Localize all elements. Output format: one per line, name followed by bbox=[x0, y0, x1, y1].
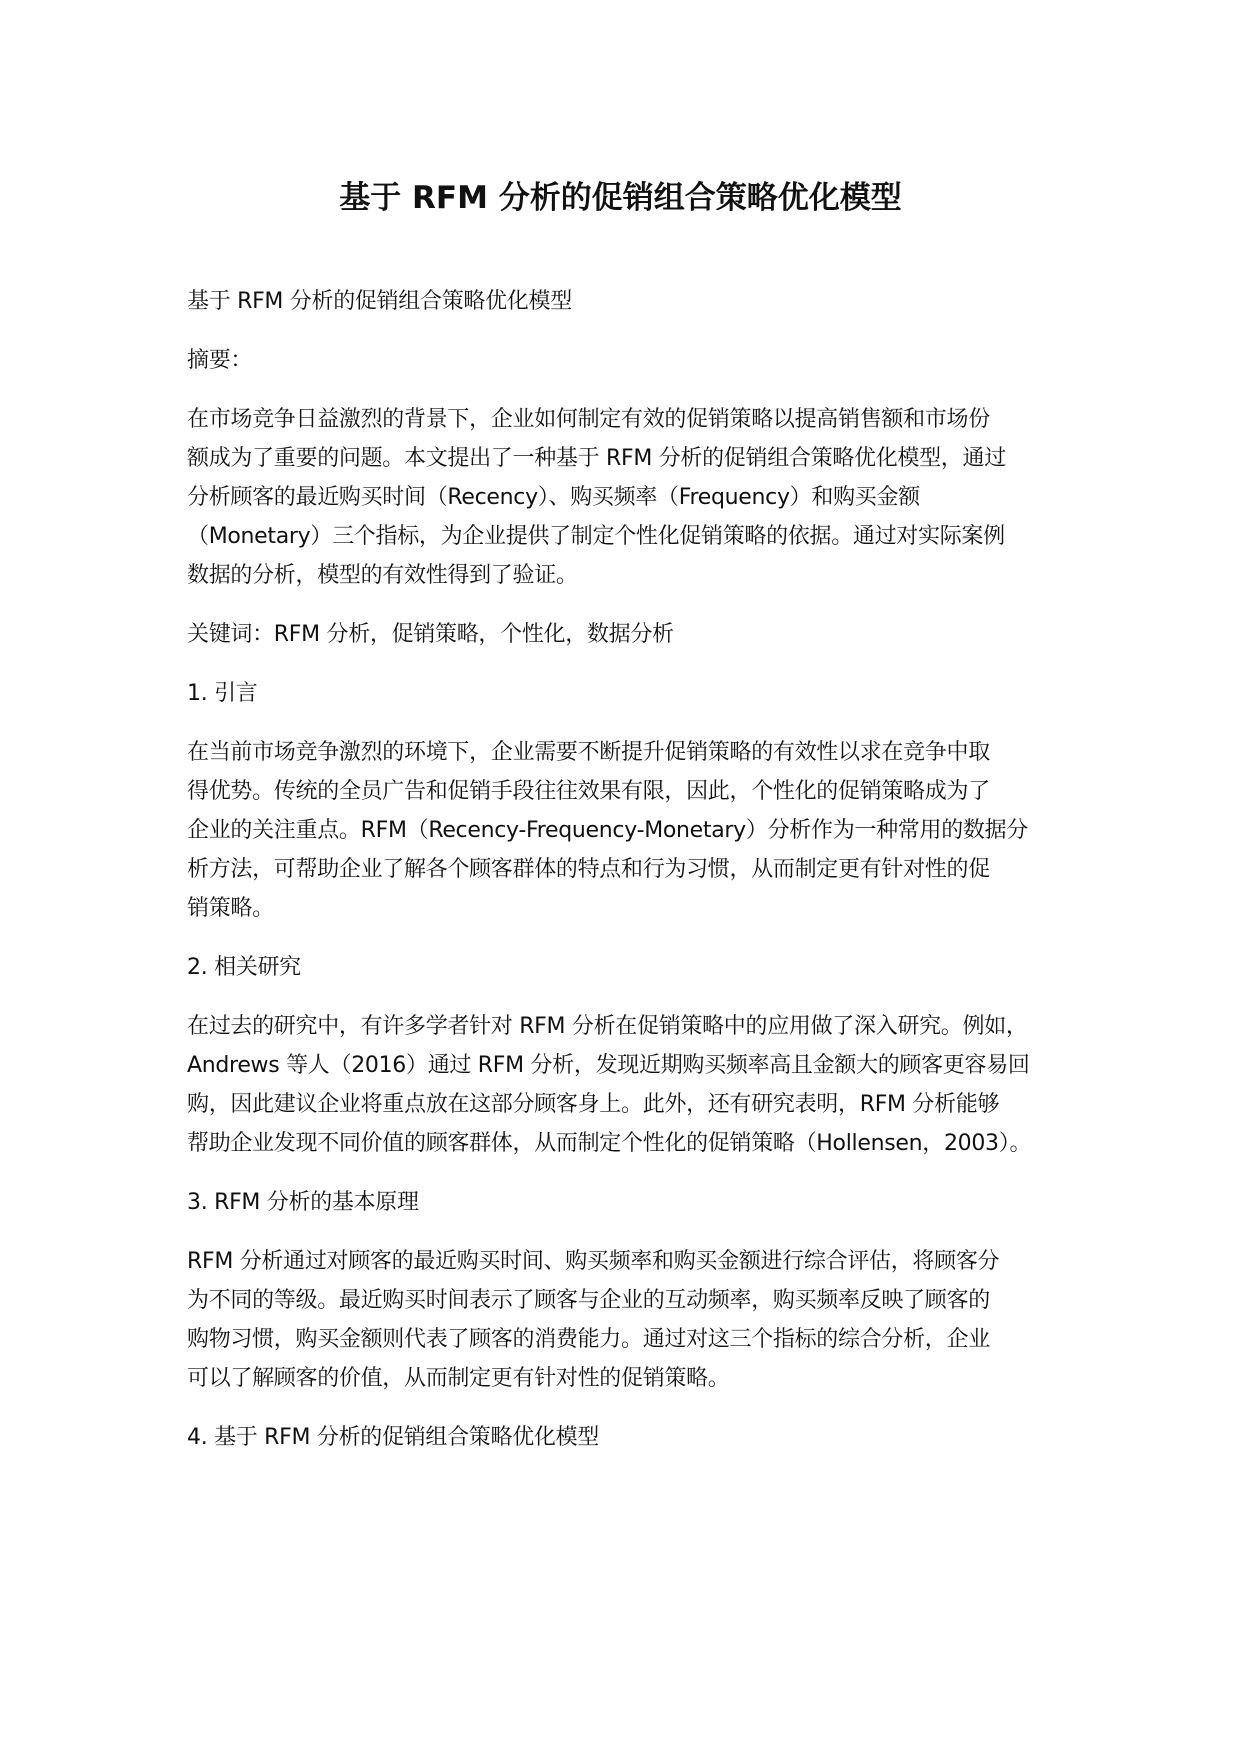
paragraph-line: 可以了解顾客的价值，从而制定更有针对性的促销策略。 bbox=[187, 1366, 730, 1391]
paragraph-line: 为不同的等级。最近购买时间表示了顾客与企业的互动频率，购买频率反映了顾客的 bbox=[187, 1288, 990, 1313]
abstract-line: 在市场竞争日益激烈的背景下，企业如何制定有效的促销策略以提高销售额和市场份 bbox=[187, 407, 990, 432]
paragraph-line: 在当前市场竞争激烈的环境下，企业需要不断提升促销策略的有效性以求在竞争中取 bbox=[187, 740, 990, 765]
keywords: 关键词：RFM 分析，促销策略，个性化，数据分析 bbox=[187, 622, 674, 647]
document-subtitle: 基于 RFM 分析的促销组合策略优化模型 bbox=[187, 289, 572, 314]
abstract-paragraph bbox=[187, 400, 1087, 595]
document-title: 基于 RFM 分析的促销组合策略优化模型 bbox=[339, 180, 902, 216]
abstract-line: （Monetary）三个指标，为企业提供了制定个性化促销策略的依据。通过对实际案例 bbox=[187, 524, 1005, 549]
abstract-line: 额成为了重要的问题。本文提出了一种基于 RFM 分析的促销组合策略优化模型，通过 bbox=[187, 446, 1006, 471]
section-heading-model: 4. 基于 RFM 分析的促销组合策略优化模型 bbox=[187, 1425, 599, 1450]
paragraph-line: 购，因此建议企业将重点放在这部分顾客身上。此外，还有研究表明，RFM 分析能够 bbox=[187, 1092, 1000, 1117]
paragraph-line: 销策略。 bbox=[187, 896, 274, 921]
document-body bbox=[187, 282, 1087, 1477]
paragraph-line: 在过去的研究中，有许多学者针对 RFM 分析在促销策略中的应用做了深入研究。例如， bbox=[187, 1014, 1028, 1039]
related-work-paragraph bbox=[187, 1007, 1087, 1163]
paragraph-line: 得优势。传统的全员广告和促销手段往往效果有限，因此，个性化的促销策略成为了 bbox=[187, 779, 990, 804]
section-heading-introduction: 1. 引言 bbox=[187, 681, 258, 706]
rfm-principle-paragraph bbox=[187, 1242, 1087, 1398]
abstract-line: 分析顾客的最近购买时间（Recency）、购买频率（Frequency）和购买金额 bbox=[187, 485, 920, 510]
abstract-line: 数据的分析，模型的有效性得到了验证。 bbox=[187, 563, 578, 588]
paragraph-line: Andrews 等人（2016）通过 RFM 分析，发现近期购买频率高且金额大的顾客更容易回 bbox=[187, 1053, 1030, 1078]
section-heading-related-work: 2. 相关研究 bbox=[187, 955, 301, 980]
abstract-label: 摘要： bbox=[187, 348, 253, 373]
introduction-paragraph bbox=[187, 733, 1087, 928]
paragraph-line: 企业的关注重点。RFM（Recency-Frequency-Monetary）分析作为一种常用的数据分 bbox=[187, 818, 1028, 843]
paragraph-line: 析方法，可帮助企业了解各个顾客群体的特点和行为习惯，从而制定更有针对性的促 bbox=[187, 857, 990, 882]
paragraph-line: 购物习惯，购买金额则代表了顾客的消费能力。通过对这三个指标的综合分析，企业 bbox=[187, 1327, 990, 1352]
paragraph-line: 帮助企业发现不同价值的顾客群体，从而制定个性化的促销策略（Hollensen，2003）。 bbox=[187, 1131, 1032, 1156]
paragraph-line: RFM 分析通过对顾客的最近购买时间、购买频率和购买金额进行综合评估，将顾客分 bbox=[187, 1249, 1000, 1274]
section-heading-rfm-principle: 3. RFM 分析的基本原理 bbox=[187, 1190, 419, 1215]
